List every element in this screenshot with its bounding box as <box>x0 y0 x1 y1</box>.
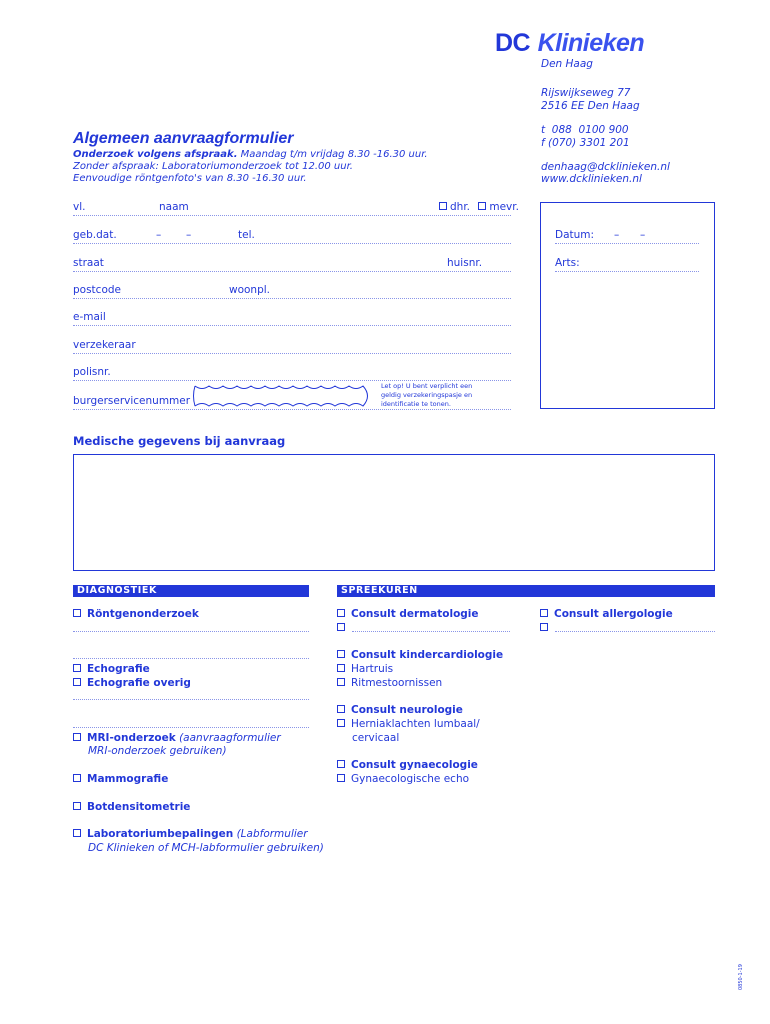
option-echografie[interactable] <box>73 663 150 675</box>
checkbox-neurologie[interactable] <box>337 705 345 713</box>
checkbox-gynaecologie[interactable] <box>337 760 345 768</box>
checkbox-mammografie[interactable] <box>73 774 81 782</box>
option-dermatologie-other[interactable] <box>337 622 351 634</box>
footer-code: 0850-1-19 <box>738 964 744 990</box>
contact-web: www.dcklinieken.nl <box>541 173 642 185</box>
checkbox-allergologie-other[interactable] <box>540 623 548 631</box>
option-mammografie[interactable] <box>73 773 168 785</box>
checkbox-dhr[interactable] <box>439 202 447 210</box>
rontgen-line-1[interactable] <box>73 631 309 632</box>
label-email: e-mail <box>73 311 106 323</box>
logo-dc: DC <box>495 29 531 57</box>
rontgen-line-2[interactable] <box>73 658 309 659</box>
label-mammografie: Mammografie <box>87 773 169 785</box>
label-hartruis: Hartruis <box>351 663 394 675</box>
checkbox-dermatologie[interactable] <box>337 609 345 617</box>
label-bsn: burgerservicenummer <box>73 395 191 407</box>
policy-field[interactable] <box>73 380 511 381</box>
contact-fax: f (070) 3301 201 <box>541 137 630 149</box>
intro-bold: Onderzoek volgens afspraak. <box>73 149 238 160</box>
checkbox-gynaecologische-echo[interactable] <box>337 774 345 782</box>
label-datum: Datum: <box>555 229 595 241</box>
label-neurologie: Consult neurologie <box>351 704 463 716</box>
spreekuren-bar: SPREEKUREN <box>337 585 715 597</box>
mri-note-1: (aanvraagformulier <box>175 732 281 744</box>
datum-dash-2: – <box>640 229 646 241</box>
label-ritmestoornissen: Ritmestoornissen <box>351 677 443 689</box>
checkbox-ritmestoornissen[interactable] <box>337 678 345 686</box>
gender-options <box>439 201 519 213</box>
contact-phone: t 088 0100 900 <box>541 124 629 136</box>
checkbox-laboratorium[interactable] <box>73 829 81 837</box>
option-botdensitometrie[interactable] <box>73 801 190 813</box>
label-rontgen: Röntgenonderzoek <box>87 608 199 620</box>
checkbox-hernia[interactable] <box>337 719 345 727</box>
logo <box>495 28 644 58</box>
gebdat-dash-2: – <box>186 229 192 241</box>
arts-field[interactable] <box>555 271 699 272</box>
label-gebdat: geb.dat. <box>73 229 117 241</box>
checkbox-kindercardiologie[interactable] <box>337 650 345 658</box>
datum-dash-1: – <box>614 229 620 241</box>
address-postal: 2516 EE Den Haag <box>541 100 640 112</box>
datum-field[interactable] <box>555 243 699 244</box>
option-neurologie[interactable] <box>337 704 463 716</box>
location: Den Haag <box>541 58 593 70</box>
insurer-field[interactable] <box>73 353 511 354</box>
label-verzekeraar: verzekeraar <box>73 339 136 351</box>
label-gynaecologie: Consult gynaecologie <box>351 759 478 771</box>
checkbox-echografie[interactable] <box>73 664 81 672</box>
echografie-line-1[interactable] <box>73 699 309 700</box>
label-polisnr: polisnr. <box>73 366 111 378</box>
label-mevr: mevr. <box>489 201 519 213</box>
label-vl: vl. <box>73 201 86 213</box>
allergologie-other-line[interactable] <box>555 631 715 632</box>
intro-line-2: Zonder afspraak: Laboratoriumonderzoek tot 12.00 uur. <box>73 161 353 172</box>
option-gynaecologie[interactable] <box>337 759 478 771</box>
diagnostiek-bar: DIAGNOSTIEK <box>73 585 309 597</box>
option-echografie-overig[interactable] <box>73 677 191 689</box>
checkbox-allergologie[interactable] <box>540 609 548 617</box>
label-echografie: Echografie <box>87 663 150 675</box>
checkbox-botdensitometrie[interactable] <box>73 802 81 810</box>
label-woonpl: woonpl. <box>229 284 271 296</box>
medical-heading: Medische gegevens bij aanvraag <box>73 434 286 448</box>
intro-line-3: Eenvoudige röntgenfoto's van 8.30 -16.30 uur. <box>73 173 307 184</box>
intro-line-1 <box>73 149 428 160</box>
option-rontgen[interactable] <box>73 608 199 620</box>
id-notice: Let op! U bent verplicht een geldig verzekeringspasje en identificatie te tonen. <box>381 382 473 408</box>
label-tel: tel. <box>238 229 255 241</box>
label-hernia-1: Herniaklachten lumbaal/ <box>351 718 480 730</box>
birthdate-phone-field[interactable] <box>73 243 511 244</box>
checkbox-hartruis[interactable] <box>337 664 345 672</box>
option-allergologie-other[interactable] <box>540 622 554 634</box>
bsn-field-line <box>73 409 511 410</box>
intro-hours: Maandag t/m vrijdag 8.30 -16.30 uur. <box>237 149 428 160</box>
postcode-field[interactable] <box>73 298 511 299</box>
label-naam: naam <box>159 201 189 213</box>
label-botdensitometrie: Botdensitometrie <box>87 801 191 813</box>
label-dhr: dhr. <box>450 201 471 213</box>
option-allergologie[interactable] <box>540 608 673 620</box>
label-postcode: postcode <box>73 284 121 296</box>
contact-email: denhaag@dcklinieken.nl <box>541 161 670 173</box>
gebdat-dash-1: – <box>156 229 162 241</box>
label-laboratorium: Laboratoriumbepalingen <box>87 828 234 840</box>
option-ritmestoornissen[interactable] <box>337 677 442 689</box>
dermatologie-other-line[interactable] <box>352 631 510 632</box>
form-title: Algemeen aanvraagformulier <box>73 130 294 147</box>
option-mri[interactable] <box>73 732 281 744</box>
label-echografie-overig: Echografie overig <box>87 677 191 689</box>
label-allergologie: Consult allergologie <box>554 608 673 620</box>
echografie-line-2[interactable] <box>73 727 309 728</box>
label-mri: MRI-onderzoek <box>87 732 176 744</box>
checkbox-echografie-overig[interactable] <box>73 678 81 686</box>
label-hernia-2: cervicaal <box>352 732 400 744</box>
checkbox-mri[interactable] <box>73 733 81 741</box>
label-arts: Arts: <box>555 257 580 269</box>
street-field[interactable] <box>73 271 511 272</box>
label-kindercardiologie: Consult kindercardiologie <box>351 649 504 661</box>
label-straat: straat <box>73 257 104 269</box>
option-kindercardiologie[interactable] <box>337 649 503 661</box>
bsn-input-boxes[interactable] <box>189 384 375 408</box>
medical-data-box[interactable] <box>73 454 715 571</box>
label-huisnr: huisnr. <box>447 257 483 269</box>
address-street: Rijswijkseweg 77 <box>541 87 631 99</box>
option-hartruis[interactable] <box>337 663 393 675</box>
option-hernia[interactable] <box>337 718 480 730</box>
mri-note-2: MRI-onderzoek gebruiken) <box>88 745 227 757</box>
name-field[interactable] <box>73 215 511 216</box>
checkbox-dermatologie-other[interactable] <box>337 623 345 631</box>
logo-klinieken: Klinieken <box>537 29 645 57</box>
label-gynaecologische-echo: Gynaecologische echo <box>351 773 470 785</box>
checkbox-rontgen[interactable] <box>73 609 81 617</box>
option-gynaecologische-echo[interactable] <box>337 773 469 785</box>
option-dermatologie[interactable] <box>337 608 479 620</box>
lab-note-2: DC Klinieken of MCH-labformulier gebruiken) <box>88 842 324 854</box>
checkbox-mevr[interactable] <box>478 202 486 210</box>
lab-note-1: (Labformulier <box>233 828 308 840</box>
option-laboratorium[interactable] <box>73 828 308 840</box>
label-dermatologie: Consult dermatologie <box>351 608 479 620</box>
email-field[interactable] <box>73 325 511 326</box>
